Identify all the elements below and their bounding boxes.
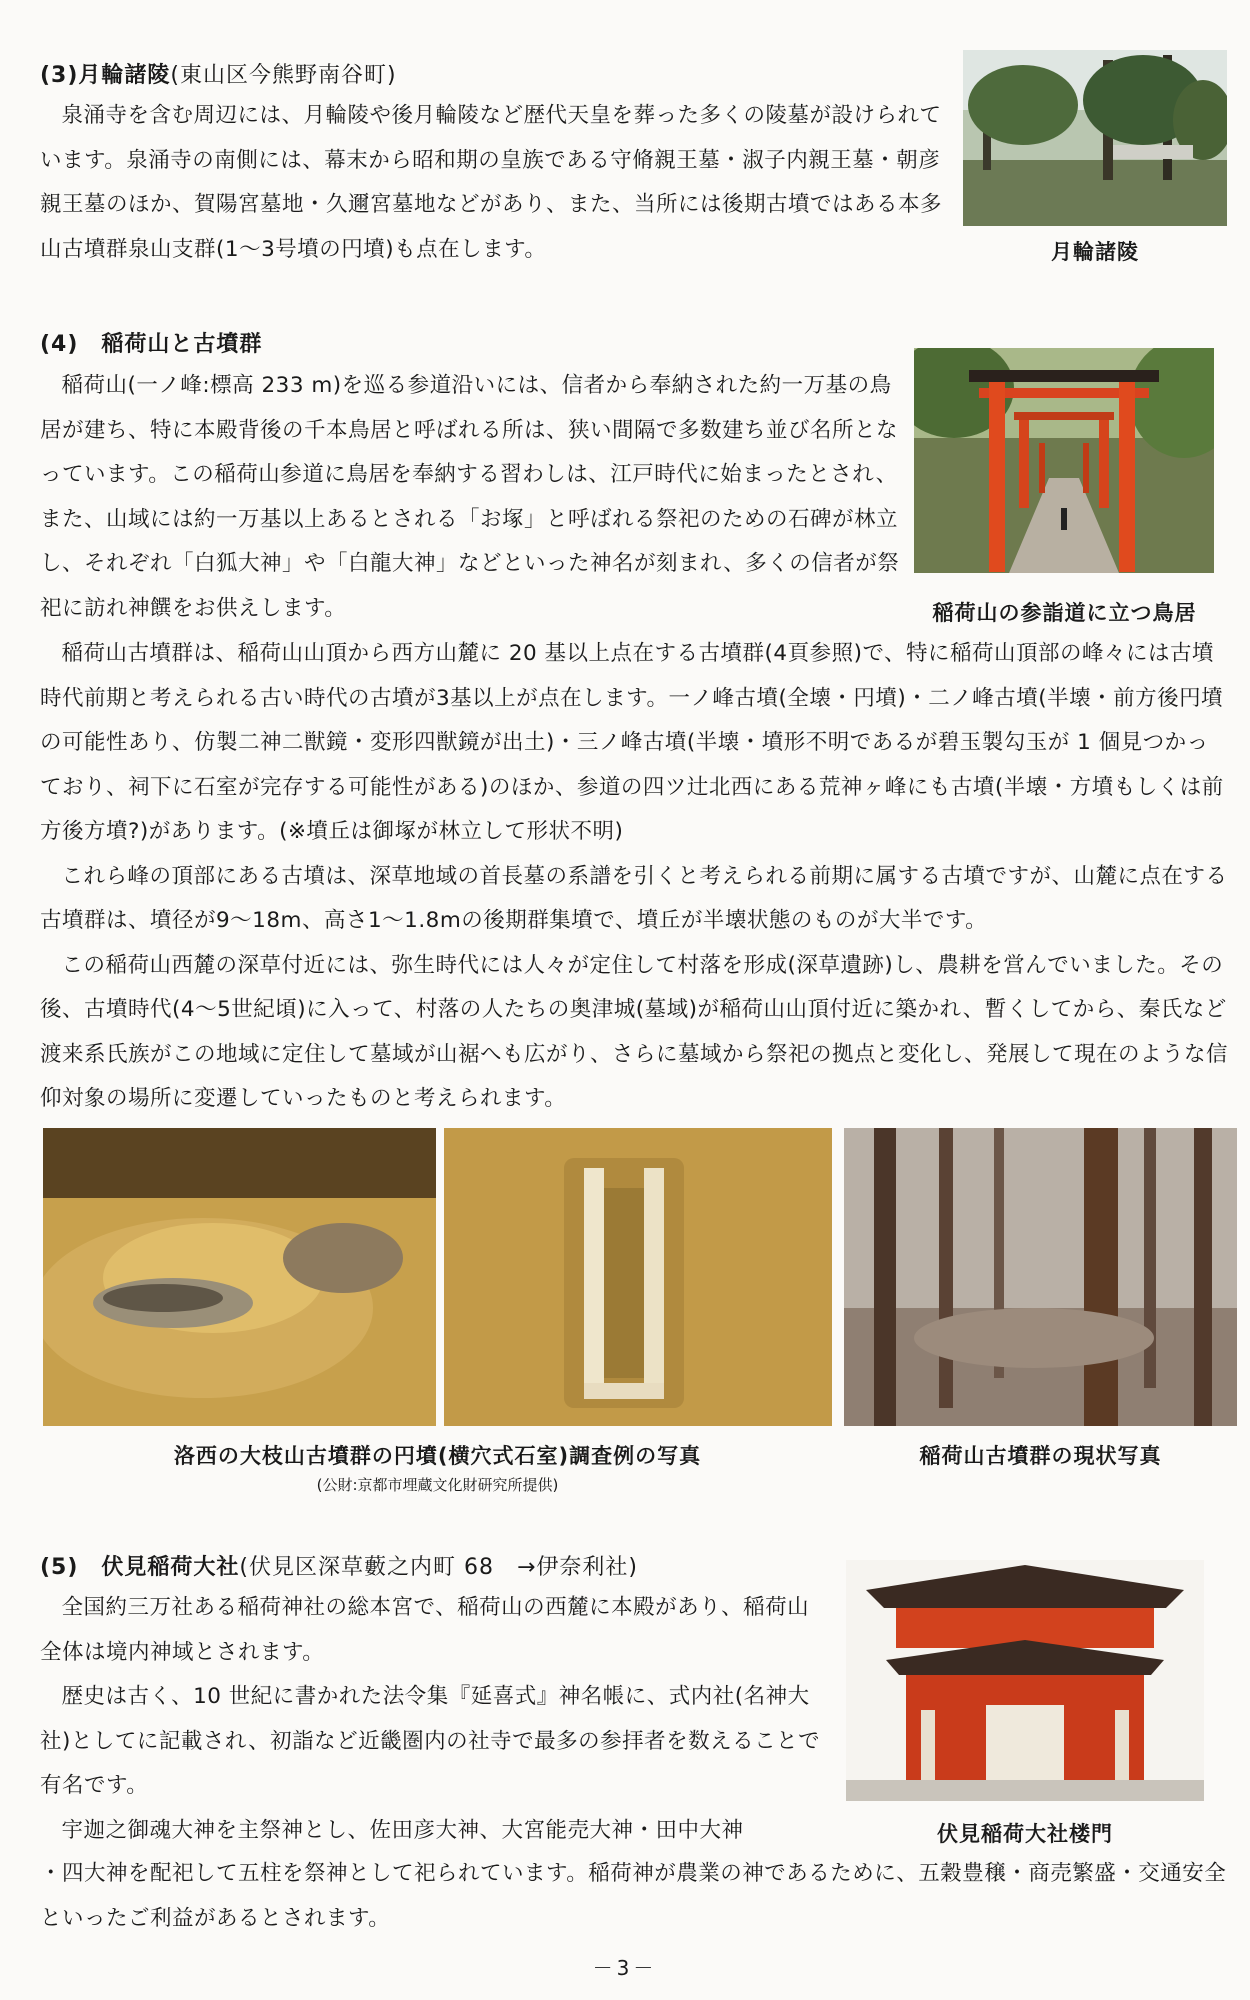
section-4-paragraph-4: この稲荷山西麓の深草付近には、弥生時代には人々が定住して村落を形成(深草遺跡)し、農耕を営んでいました。その後、古墳時代(4～5世紀頃)に入って、村落の人たちの奥津城(墓域)が稲荷山山頂付近に築かれ、暫くしてから、秦氏など渡来系氏族がこの地域に定住して墓域が山裾へも広がり、さらに墓域から祭祀の拠点と変化し、発展して現在のような信仰対象の場所に変遷していったものと考えられます。: [40, 952, 1229, 1111]
section-4-paragraph-3: これら峰の頂部にある古墳は、深草地域の首長墓の系譜を引くと考えられる前期に属する古墳ですが、山麓に点在する古墳群は、墳径が9～18m、高さ1～1.8mの後期群集墳で、墳丘が半壊状態のものが大半です。: [40, 863, 1228, 933]
section-4-paragraph-2: 稲荷山古墳群は、稲荷山山頂から西方山麓に 20 基以上点在する古墳群(4頁参照)で、特に稲荷山頂部の峰々には古墳時代前期と考えられる古い時代の古墳が3基以上が点在します。一ノ峰古墳(全壊・円墳)・二ノ峰古墳(半壊・前方後円墳の可能性あり、仿製二神二獣鏡・変形四獣鏡が出土)・三ノ峰古墳(半壊・墳形不明であるが碧玉製勾玉が 1 個見つかっており、祠下に石室が完存する可能性がある)のほか、参道の四ツ辻北西にある荒神ヶ峰にも古墳(半壊・方墳もしくは前方後方墳?)があります。(※墳丘は御塚が林立して形状不明): [40, 641, 1224, 844]
forest-photo-caption: 稲荷山古墳群の現状写真: [919, 1444, 1162, 1468]
section-3-location: (東山区今熊野南谷町): [170, 63, 397, 88]
kofun-mound-photo: [43, 1128, 436, 1426]
section-5-body-full: [40, 1852, 1230, 1941]
section-4-body-full: [40, 632, 1230, 1122]
section-5-paragraph-4: ・四大神を配祀して五柱を祭神として祀られています。稲荷神が農業の神であるために、五穀豊穣・商売繁盛・交通安全といったご利益があるとされます。: [40, 1861, 1227, 1931]
section-5-heading: [40, 1550, 638, 1581]
section-4-heading: (4) 稲荷山と古墳群: [40, 332, 263, 357]
section-4-body-top: [40, 364, 902, 631]
section-4-paragraph-1: 稲荷山(一ノ峰:標高 233 m)を巡る参道沿いには、信者から奉納された約一万基の鳥居が建ち、特に本殿背後の千本鳥居と呼ばれる所は、狭い間隔で多数建ち並び名所となっています。この稲荷山参道に鳥居を奉納する習わしは、江戸時代に始まったとされ、また、山域には約一万基以上あるとされる「お塚」と呼ばれる祭祀のための石碑が林立し、それぞれ「白狐大神」や「白龍大神」などといった神名が刻まれ、多くの信者が祭祀に訪れ神饌をお供えします。: [40, 373, 900, 621]
section-5-title: (5) 伏見稲荷大社: [40, 1555, 240, 1580]
section-5-location: (伏見区深草藪之内町 68 →伊奈利社): [239, 1555, 639, 1580]
stone-chamber-photo: [444, 1128, 832, 1426]
section-5-paragraph-2: 歴史は古く、10 世紀に書かれた法令集『延喜式』神名帳に、式内社(名神大社)としてに記載され、初詣など近畿圏内の社寺で最多の参拝者を数えることで有名です。: [40, 1684, 821, 1798]
section-3-body: [40, 94, 950, 272]
forest-kofun-photo: [844, 1128, 1237, 1426]
section-3-heading: [40, 58, 397, 89]
section-5-paragraph-1: 全国約三万社ある稲荷神社の総本宮で、稲荷山の西麓に本殿があり、稲荷山全体は境内神域とされます。: [40, 1595, 810, 1665]
kofun-photo-caption: 洛西の大枝山古墳群の円墳(横穴式石室)調査例の写真: [173, 1444, 702, 1468]
romon-gate-photo: [846, 1560, 1204, 1801]
section-3-paragraph: 泉涌寺を含む周辺には、月輪陵や後月輪陵など歴代天皇を葬った多くの陵墓が設けられています。泉涌寺の南側には、幕末から昭和期の皇族である守脩親王墓・淑子内親王墓・朝彦親王墓のほか、賀陽宮墓地・久邇宮墓地などがあり、また、当所には後期古墳ではある本多山古墳群泉山支群(1～3号墳の円墳)も点在します。: [40, 103, 943, 262]
section-3-title: (3)月輪諸陵: [40, 63, 171, 88]
section-5-body-top: [40, 1586, 830, 1853]
photo-credit: (公財:京都市埋蔵文化財研究所提供): [316, 1476, 559, 1494]
torii-gates-photo: [914, 348, 1214, 573]
section-5-paragraph-3: 宇迦之御魂大神を主祭神とし、佐田彦大神、大宮能売大神・田中大神: [61, 1817, 744, 1843]
tsukinowa-mausoleum-photo: [963, 50, 1227, 226]
tsukinowa-photo-caption: 月輪諸陵: [1051, 240, 1139, 264]
torii-photo-caption: 稲荷山の参詣道に立つ鳥居: [932, 601, 1197, 625]
romon-photo-caption: 伏見稲荷大社楼門: [937, 1822, 1113, 1846]
page-number: －3－: [592, 1956, 658, 1980]
